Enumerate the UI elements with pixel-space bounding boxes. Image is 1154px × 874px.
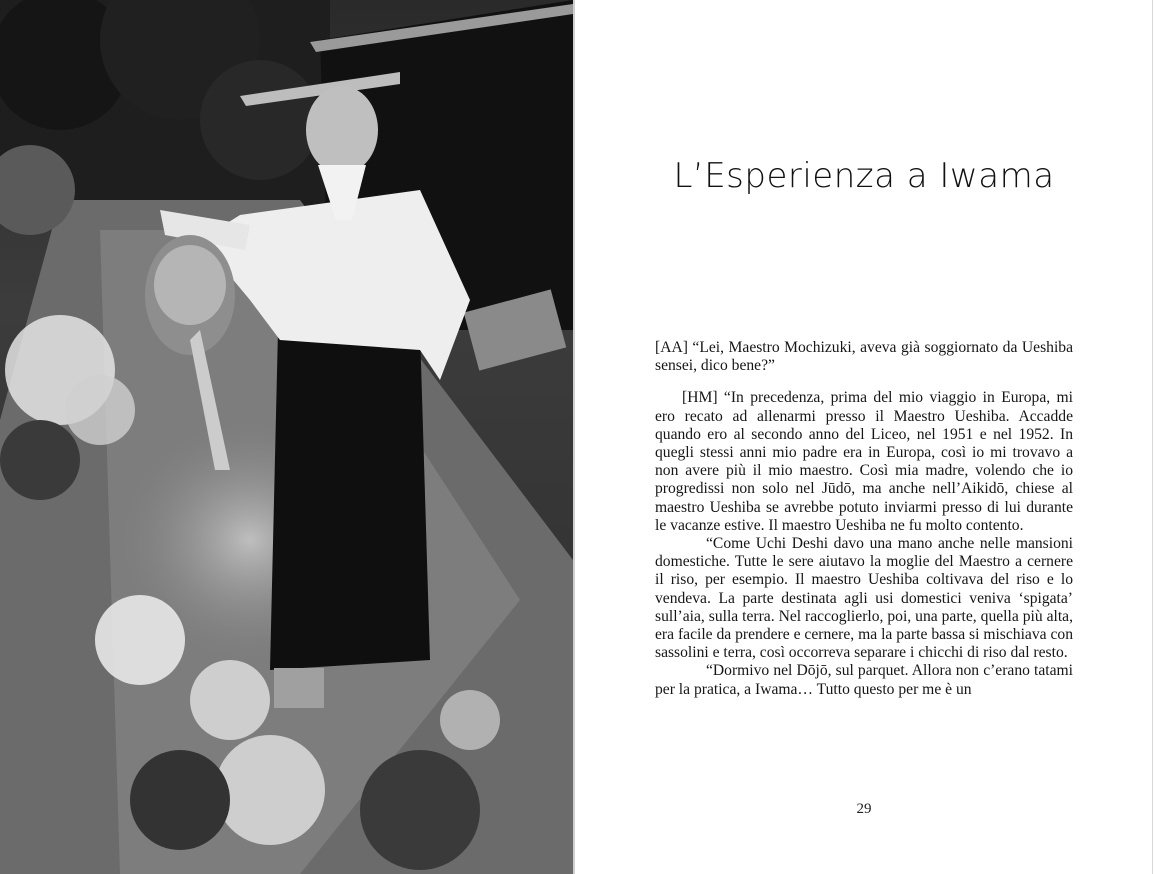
photo-page (0, 0, 573, 874)
text-page (575, 0, 1153, 874)
paragraph: [AA] “Lei, Maestro Mochizuki, aveva già soggiornato da Ueshiba sensei, dico bene?” (655, 339, 1073, 375)
paragraph: “Come Uchi Deshi davo una mano anche nelle mansioni domestiche. Tutte le sere aiutavo la moglie del Maestro a cernere il riso, per esempio. Il maestro Ueshiba coltivava del riso e lo vendeva. La parte destinata agli usi domestici veniva ‘spigata’ sull’aia, sulla terra. Nel raccoglierlo, poi, una parte, quella più alta, era facile da prendere e cernere, ma la parte bassa si mischiava con sassolini e terra, così occorreva separare i chicchi di riso dal resto. (655, 535, 1073, 662)
paragraph: [HM] “In precedenza, prima del mio viaggio in Europa, mi ero recato ad allenarmi presso il Maestro Ueshiba. Accadde quando ero al secondo anno del Liceo, nel 1951 e nel 1952. In quegli stessi anni mio padre era in Europa, così io mi trovavo a non avere più il mio maestro. Così mia madre, volendo che io progredissi non solo nel Jūdō, ma anche nell’Aikidō, chiese al maestro Ueshiba se avrebbe potuto inviarmi presso di lui durante le vacanze estive. Il maestro Ueshiba ne fu molto contento. (655, 389, 1073, 534)
photo-icon (0, 0, 573, 874)
paragraph: “Dormivo nel Dōjō, sul parquet. Allora non c’erano tatami per la pratica, a Iwama… Tutto questo per me è un (655, 662, 1073, 698)
page-number: 29 (856, 801, 872, 817)
body-text (655, 339, 1073, 699)
chapter-title: L’Esperienza a Iwama (673, 156, 1055, 196)
